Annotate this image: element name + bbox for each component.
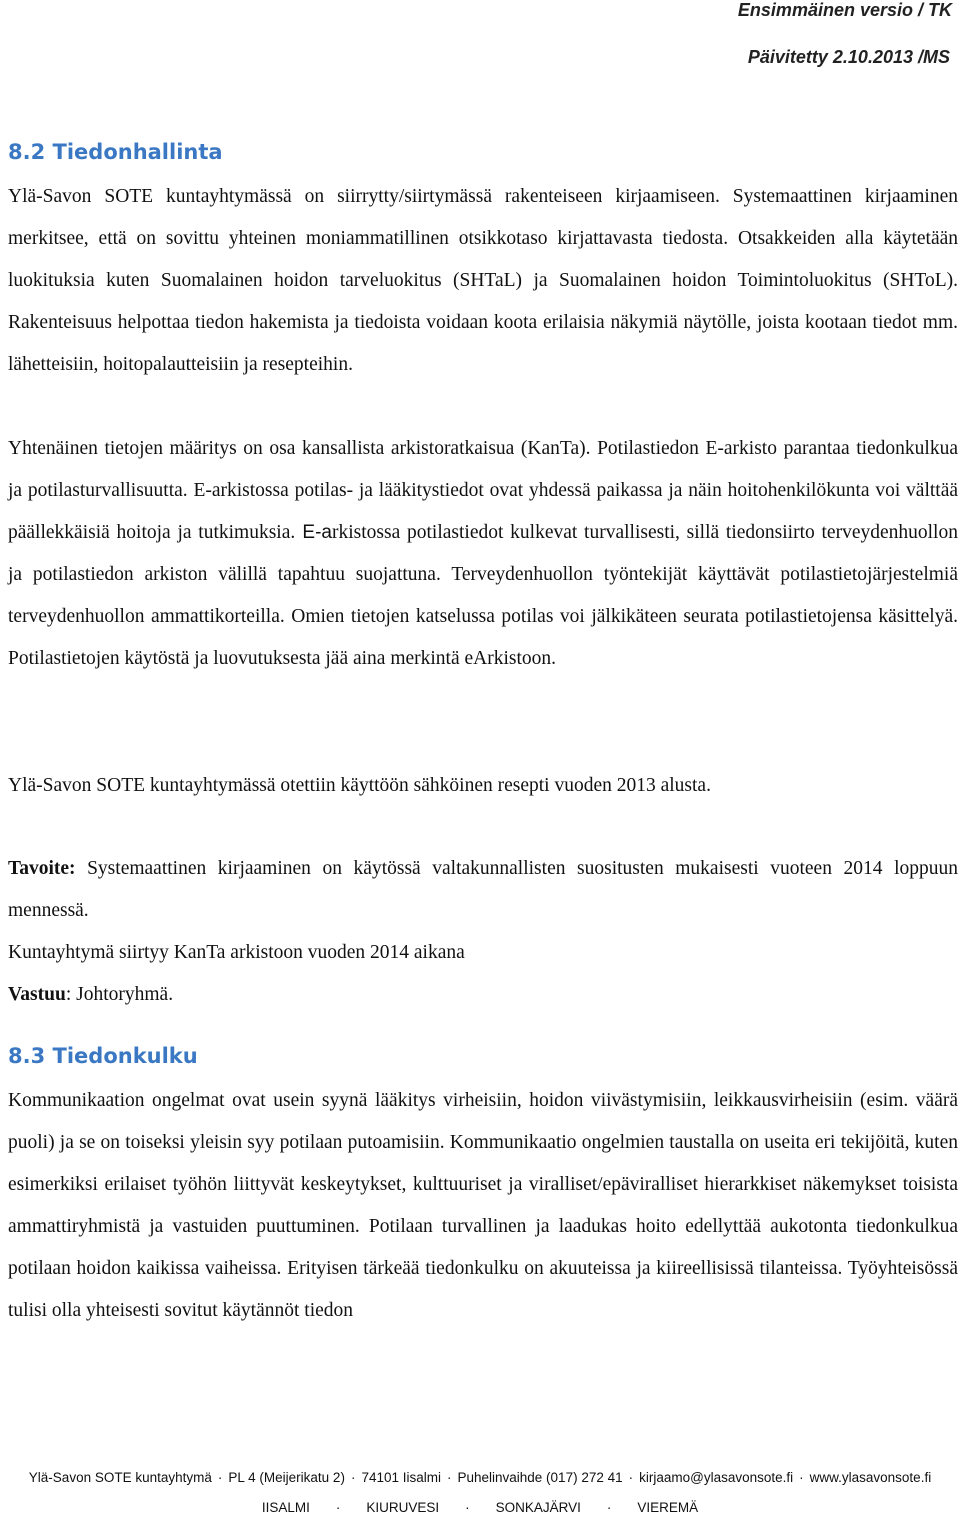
text-run: Kommunikaatio ongelmien taustalla on useita eri tekijöitä, kuten esimerkiksi erilaiset työhön liittyvät keskeytykset, kulttuuriset ja viralliset/epäviralliset hierarkkiset näkemykset toisista ammattiryhmistä ja vastuiden puuttuminen. xyxy=(8,1132,959,1237)
footer-town: KIURUVESI xyxy=(366,1500,440,1515)
paragraph-e-prescription xyxy=(8,765,958,807)
footer-town: SONKAJÄRVI xyxy=(495,1500,581,1515)
paragraph-kanta-earchive xyxy=(8,428,958,680)
text-run: Potilaan turvallinen ja laadukas hoito edellyttää aukotonta tiedonkulkua potilaan hoidon kaikissa vaiheissa. xyxy=(8,1216,958,1279)
text-run: E-arkistossa potilas- ja lääkitystiedot ovat yhdessä paikassa ja näin hoitohenkilökunta voi välttää päällekkäisiä hoitoja ja tutkimuksia. xyxy=(8,480,959,543)
section-title: Tiedonhallinta xyxy=(52,140,223,164)
version-label: Ensimmäinen versio / TK xyxy=(737,0,952,20)
paragraph-kanta-transition xyxy=(8,932,958,974)
responsibility-text: : Johtoryhmä. xyxy=(65,984,174,1005)
text-run: rkistossa potilastiedot kulkevat turvallisesti, sillä tiedonsiirto terveydenhuollon ja potilastiedon arkiston välillä tapahtuu suojattuna. xyxy=(8,522,958,585)
separator: · xyxy=(446,1470,452,1485)
footer-postal: 74101 Iisalmi xyxy=(361,1470,441,1485)
footer-email[interactable]: kirjaamo@ylasavonsote.fi xyxy=(639,1470,794,1485)
footer-town: IISALMI xyxy=(261,1500,310,1515)
separator: · xyxy=(799,1470,804,1485)
text-run: Ylä-Savon SOTE kuntayhtymässä on siirrytty/siirtymässä rakenteiseen kirjaamiseen. Systemaattinen kirjaaminen merkitsee, että on sovittu yhteinen moniammatillinen otsikkotaso kirjattavasta tiedosta. xyxy=(8,186,958,249)
footer-org: Ylä-Savon SOTE kuntayhtymä xyxy=(28,1470,212,1485)
paragraph-structured-recording xyxy=(8,176,958,386)
separator: · xyxy=(465,1500,470,1515)
paragraph-goal xyxy=(8,848,958,932)
section-heading-tiedonhallinta xyxy=(8,140,223,164)
footer-phone: Puhelinvaihde (017) 272 41 xyxy=(457,1470,623,1485)
separator: · xyxy=(628,1470,634,1485)
text-run: Omien tietojen katselussa potilas voi jälkikäteen seurata potilastietojensa käsittelyä. xyxy=(284,606,958,627)
text-run: Potilastiedon E-arkisto parantaa tiedonkulkua ja potilasturvallisuutta. xyxy=(8,438,959,501)
text-run: Yhtenäinen tietojen määritys on osa kansallista arkistoratkaisua (KanTa). xyxy=(8,438,591,459)
text-run: Kommunikaation ongelmat ovat usein syynä lääkitys virheisiin, hoidon viivästymisiin, leikkausvirheisiin (esim. väärä puoli) ja se on toiseksi yleisin syy potilaan putoamisiin. xyxy=(8,1090,958,1153)
paragraph-communication xyxy=(8,1080,958,1332)
section-heading-tiedonkulku xyxy=(8,1044,198,1068)
footer-contact-line xyxy=(0,1470,960,1485)
separator: · xyxy=(335,1500,341,1515)
responsibility-label: Vastuu xyxy=(8,984,66,1005)
text-run: Terveydenhuollon työntekijät käyttävät potilastietojärjestelmiä terveydenhuollon ammattikorteilla. xyxy=(8,564,958,627)
section-number: 8.2 xyxy=(8,140,46,164)
text-run: Ylä-Savon SOTE kuntayhtymässä otettiin käyttöön sähköinen resepti vuoden 2013 alusta. xyxy=(8,775,711,796)
section-number: 8.3 xyxy=(8,1044,46,1068)
footer-town: VIEREMÄ xyxy=(637,1500,699,1515)
goal-text: Systemaattinen kirjaaminen on käytössä valtakunnallisten suositusten mukaisesti vuoteen 2014 loppuun mennessä. xyxy=(8,858,958,921)
text-run: Otsakkeiden alla käytetään luokituksia kuten Suomalainen hoidon tarveluokitus (SHTaL) ja Suomalainen hoidon Toimintoluokitus (SHToL). xyxy=(8,228,959,291)
text-run: Rakenteisuus helpottaa tiedon hakemista ja tiedoista voidaan koota erilaisia näkymiä näytölle, joista kootaan tiedot mm. lähetteisiin, hoitopalautteisiin ja resepteihin. xyxy=(8,312,958,375)
footer-address: PL 4 (Meijerikatu 2) xyxy=(228,1470,345,1485)
separator: · xyxy=(217,1470,223,1485)
footer-towns-line xyxy=(0,1500,960,1515)
section-title: Tiedonkulku xyxy=(52,1044,198,1068)
updated-label: Päivitetty 2.10.2013 /MS xyxy=(747,47,950,67)
paragraph-responsibility xyxy=(8,974,958,1016)
text-run: E-a xyxy=(295,522,332,543)
goal-label: Tavoite: xyxy=(8,858,76,879)
separator: · xyxy=(350,1470,356,1485)
text-run: Potilastietojen käytöstä ja luovutuksesta jää aina merkintä eArkistoon. xyxy=(8,648,557,669)
text-run: Erityisen tärkeää tiedonkulku on akuuteissa ja kiireellisissä tilanteissa. xyxy=(281,1258,843,1279)
text-run: Kuntayhtymä siirtyy KanTa arkistoon vuoden 2014 aikana xyxy=(8,942,465,963)
footer-website[interactable]: www.ylasavonsote.fi xyxy=(809,1470,932,1485)
text-run: Työyhteisössä tulisi olla yhteisesti sovitut käytännöt tiedon xyxy=(8,1258,958,1321)
separator: · xyxy=(606,1500,612,1515)
